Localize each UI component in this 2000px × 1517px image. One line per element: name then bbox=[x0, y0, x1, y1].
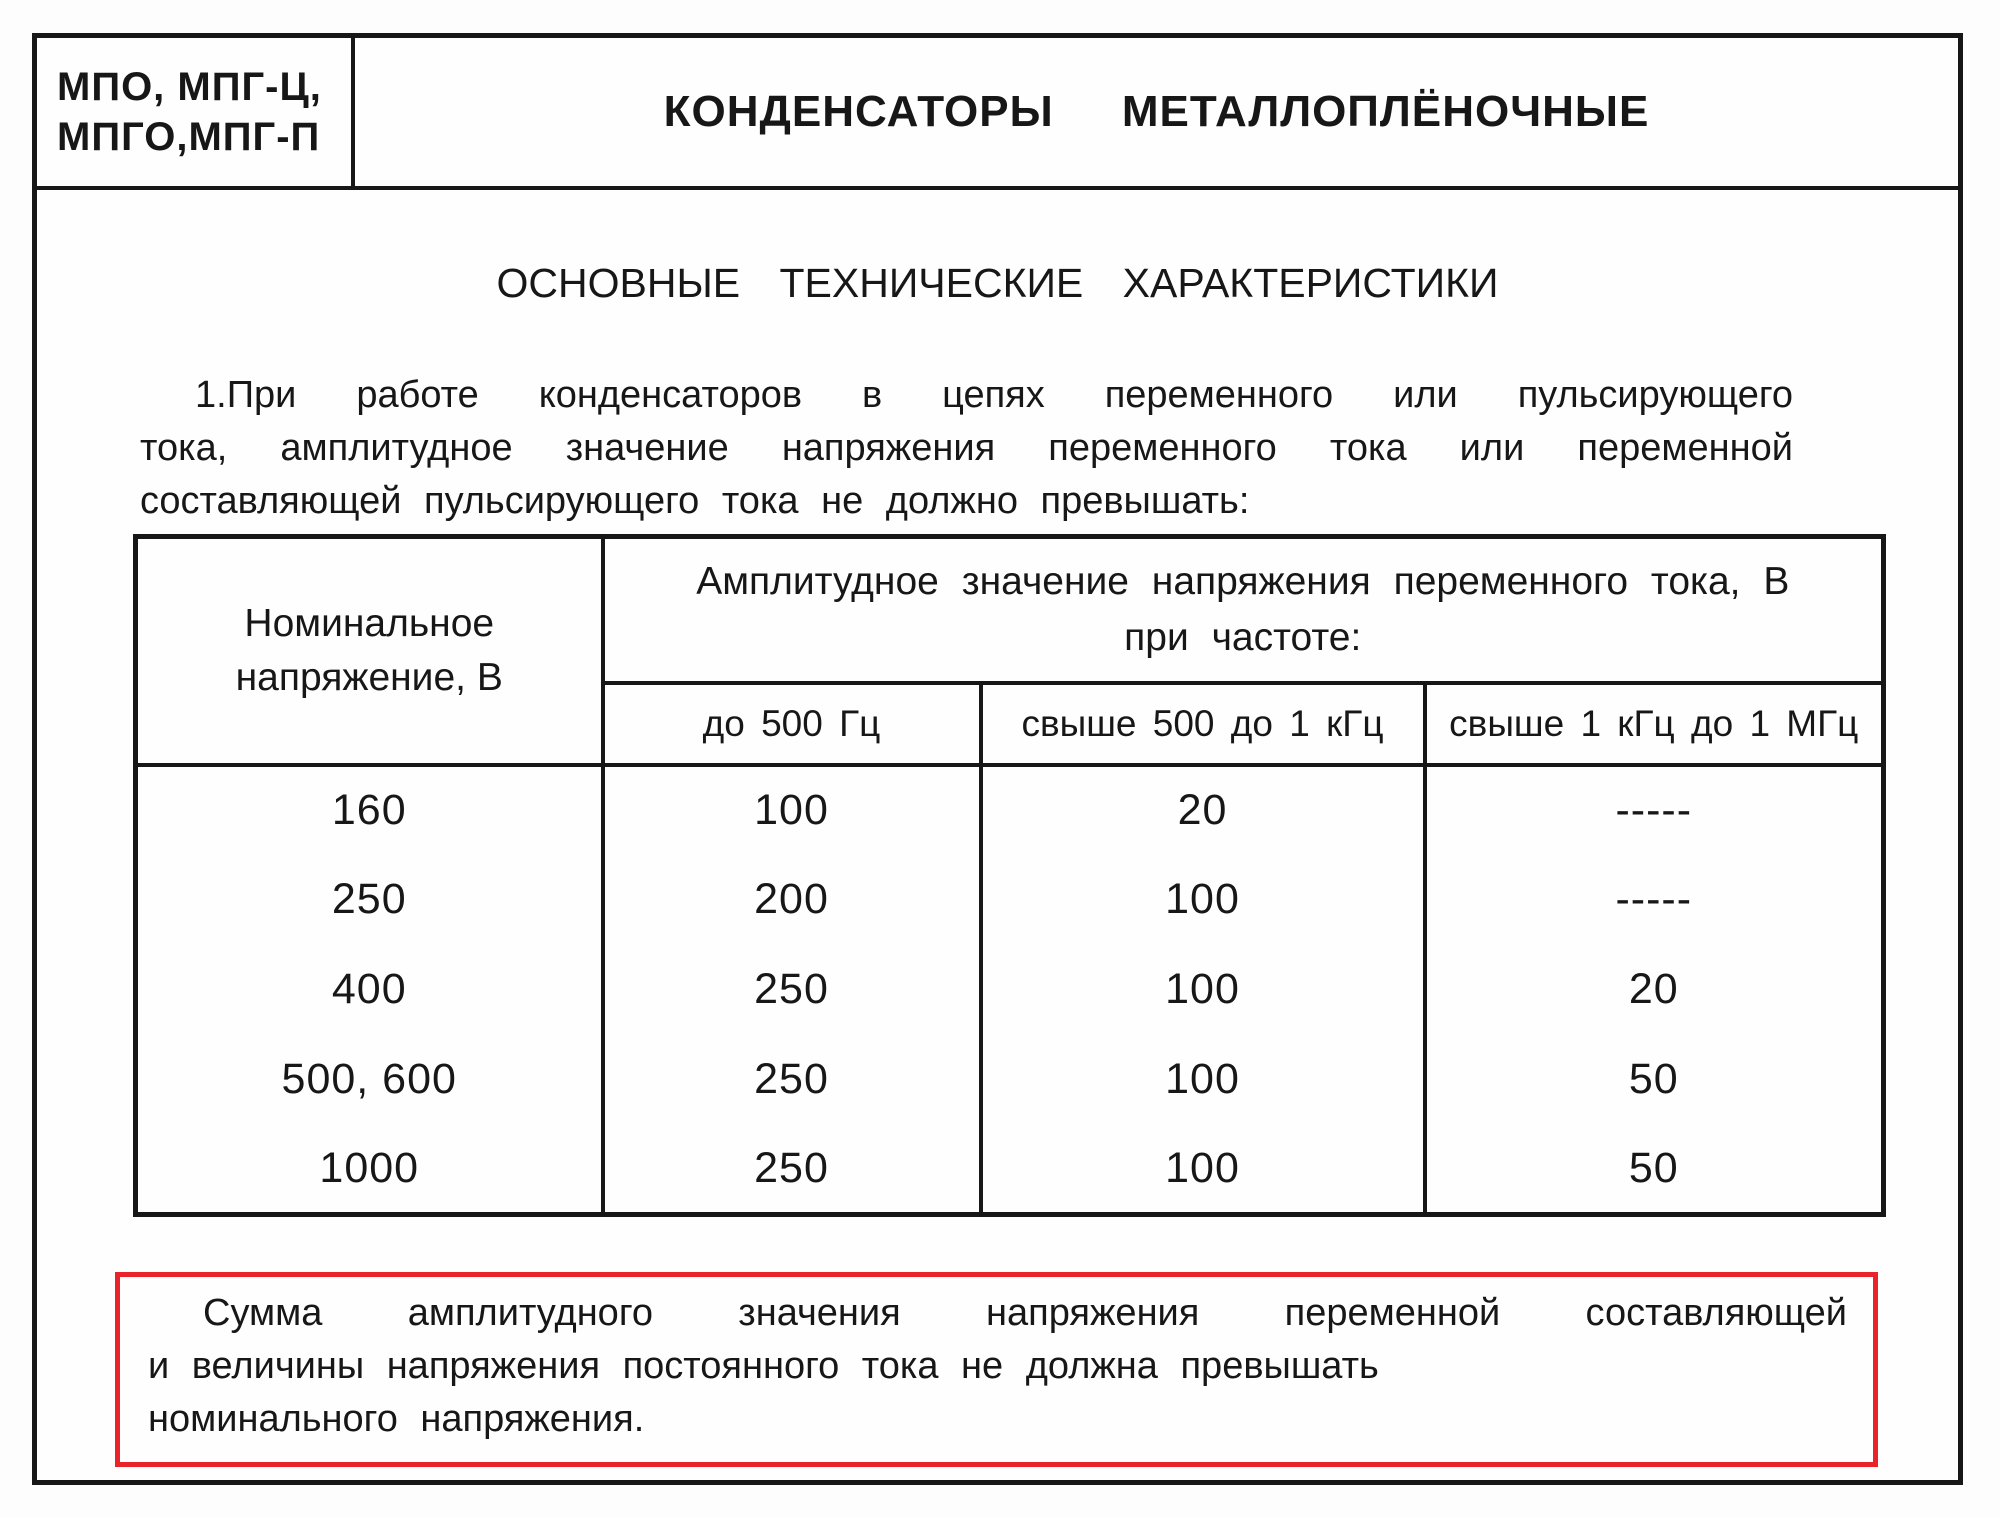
table-row bbox=[136, 945, 1884, 1035]
series-code-line-1: МПО, МПГ-Ц, bbox=[57, 65, 322, 109]
warning-note bbox=[115, 1272, 1878, 1467]
table-row bbox=[136, 855, 1884, 945]
table-row bbox=[136, 765, 1884, 855]
table-row bbox=[136, 1125, 1884, 1215]
cell-1mhz: 50 bbox=[1425, 1035, 1884, 1125]
section-title: ОСНОВНЫЕ ТЕХНИЧЕСКИЕ ХАРАКТЕРИСТИКИ bbox=[496, 260, 1499, 306]
intro-paragraph bbox=[140, 369, 1793, 528]
nominal-header-line-2: напряжение, В bbox=[235, 655, 503, 699]
col-header-freq-1khz-1mhz: свыше 1 кГц до 1 МГц bbox=[1425, 683, 1884, 765]
cell-1mhz: ----- bbox=[1425, 855, 1884, 945]
cell-500hz: 250 bbox=[603, 1035, 981, 1125]
col-header-freq-500hz: до 500 Гц bbox=[603, 683, 981, 765]
intro-line-1: 1.При работе конденсаторов в цепях переменного или пульсирующего bbox=[195, 374, 1793, 416]
cell-nominal: 500, 600 bbox=[136, 1035, 603, 1125]
cell-1khz: 100 bbox=[981, 855, 1425, 945]
cell-1khz: 100 bbox=[981, 945, 1425, 1035]
note-line-2: и величины напряжения постоянного тока не должна превышать bbox=[148, 1345, 1379, 1387]
cell-nominal: 400 bbox=[136, 945, 603, 1035]
cell-1khz: 100 bbox=[981, 1125, 1425, 1215]
cell-1khz: 100 bbox=[981, 1035, 1425, 1125]
cell-nominal: 1000 bbox=[136, 1125, 603, 1215]
table-row bbox=[136, 1035, 1884, 1125]
document-title: КОНДЕНСАТОРЫ МЕТАЛЛОПЛЁНОЧНЫЕ bbox=[663, 87, 1650, 136]
note-line-1: Сумма амплитудного значения напряжения переменной составляющей bbox=[203, 1292, 1847, 1334]
cell-1mhz: 20 bbox=[1425, 945, 1884, 1035]
col-header-amplitude bbox=[603, 537, 1884, 683]
cell-nominal: 160 bbox=[136, 765, 603, 855]
document-frame bbox=[32, 33, 1963, 1485]
intro-line-3: составляющей пульсирующего тока не должно превышать: bbox=[140, 480, 1250, 522]
nominal-header-line-1: Номинальное bbox=[244, 601, 495, 645]
col-header-nominal-voltage bbox=[136, 537, 603, 765]
intro-line-2: тока, амплитудное значение напряжения переменного тока или переменной bbox=[140, 427, 1793, 469]
cell-500hz: 250 bbox=[603, 945, 981, 1035]
series-code-box bbox=[37, 38, 355, 186]
amplitude-header-line-1: Амплитудное значение напряжения переменного тока, В bbox=[696, 559, 1790, 603]
cell-nominal: 250 bbox=[136, 855, 603, 945]
cell-500hz: 200 bbox=[603, 855, 981, 945]
cell-500hz: 100 bbox=[603, 765, 981, 855]
col-header-freq-500hz-1khz: свыше 500 до 1 кГц bbox=[981, 683, 1425, 765]
cell-1mhz: ----- bbox=[1425, 765, 1884, 855]
cell-500hz: 250 bbox=[603, 1125, 981, 1215]
voltage-table bbox=[133, 534, 1886, 1217]
cell-1mhz: 50 bbox=[1425, 1125, 1884, 1215]
note-line-3: номинального напряжения. bbox=[148, 1398, 645, 1440]
document-header bbox=[37, 38, 1958, 190]
amplitude-header-line-2: при частоте: bbox=[1124, 615, 1362, 659]
table-header-row bbox=[136, 537, 1884, 683]
cell-1khz: 20 bbox=[981, 765, 1425, 855]
series-code-line-2: МПГО,МПГ-П bbox=[57, 115, 321, 159]
